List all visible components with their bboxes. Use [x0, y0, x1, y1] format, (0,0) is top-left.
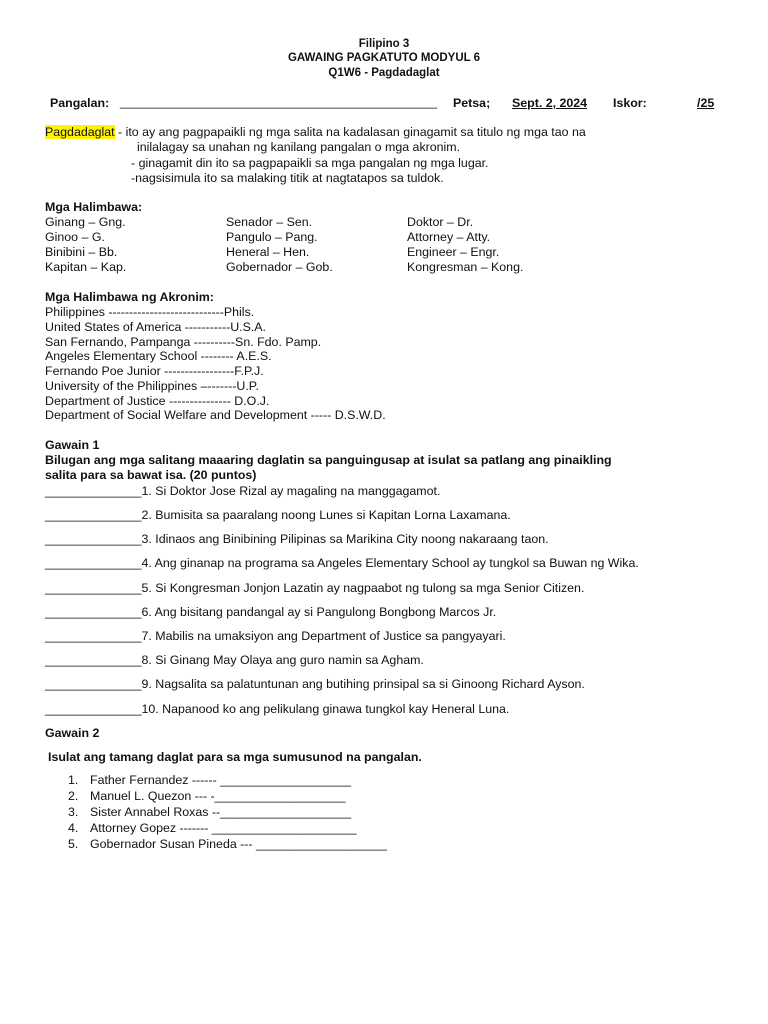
acronym-item: Angeles Elementary School -------- A.E.S. — [45, 349, 272, 363]
definition-line-2: inilalagay sa unahan ng kanilang pangalan o mga akronim. — [137, 140, 461, 154]
gawain1-item: ______________3. Idinaos ang Binibining Pilipinas sa Marikina City noong nakaraang taon. — [45, 532, 549, 546]
gawain1-item: ______________1. Si Doktor Jose Rizal ay magaling na manggagamot. — [45, 484, 441, 498]
example-col1-2: Ginoo – G. — [45, 230, 105, 244]
gawain1-item: ______________2. Bumisita sa paaralang noong Lunes si Kapitan Lorna Laxamana. — [45, 508, 511, 522]
examples-heading: Mga Halimbawa: — [45, 200, 143, 214]
acronym-item: San Fernando, Pampanga ----------Sn. Fdo. Pamp. — [45, 335, 322, 349]
gawain1-item: ______________4. Ang ginanap na programa sa Angeles Elementary School ay tungkol sa Buwan ng Wika. — [45, 556, 639, 570]
acronym-item: Fernando Poe Junior -----------------F.P.J. — [45, 364, 264, 378]
gawain1-item: ______________5. Si Kongresman Jonjon Lazatin ay nagpaabot ng tulong sa mga Senior Citizen. — [45, 581, 585, 595]
date-value: Sept. 2, 2024 — [512, 96, 588, 110]
gawain2-list — [68, 772, 387, 852]
definition-text: - ito ay ang pagpapaikli ng mga salita na kadalasan ginagamit sa titulo ng mga tao na — [114, 125, 586, 139]
name-blank: ______________________________________________ — [120, 95, 437, 109]
definition-term: Pagdadaglat — [45, 125, 115, 139]
example-col2-1: Senador – Sen. — [226, 215, 313, 229]
example-col3-1: Doktor – Dr. — [407, 215, 474, 229]
example-col2-3: Heneral – Hen. — [226, 245, 310, 259]
module-title: GAWAING PAGKATUTO MODYUL 6 — [287, 52, 481, 64]
gawain1-item: ______________10. Napanood ko ang pelikulang ginawa tungkol kay Heneral Luna. — [45, 702, 510, 716]
gawain1-item: ______________9. Nagsalita sa palatuntunan ang butihing prinsipal sa si Ginoong Richard Ayson. — [45, 677, 585, 691]
example-col1-4: Kapitan – Kap. — [45, 260, 127, 274]
example-col1-1: Ginang – Gng. — [45, 215, 126, 229]
acronym-item: Department of Justice --------------- D.O.J. — [45, 394, 270, 408]
gawain2-title: Gawain 2 — [45, 726, 100, 740]
example-col1-3: Binibini – Bb. — [45, 245, 118, 259]
definition-line-4: -nagsisimula ito sa malaking titik at nagtatapos sa tuldok. — [131, 171, 444, 185]
gawain2-item: 1. Father Fernandez ------ ___________________ — [68, 773, 352, 787]
gawain2-instruction: Isulat ang tamang daglat para sa mga sumusunod na pangalan. — [48, 750, 422, 764]
score-label: Iskor: — [613, 96, 647, 110]
gawain1-item: ______________7. Mabilis na umaksiyon ang Department of Justice sa pangyayari. — [45, 629, 506, 643]
gawain1-instruction-1: Bilugan ang mga salitang maaaring daglatin sa panguingusap at isulat sa patlang ang pinaikling — [45, 453, 612, 467]
acronym-item: Philippines ----------------------------Phils. — [45, 305, 255, 319]
date-label: Petsa; — [453, 96, 491, 110]
gawain1-item: ______________6. Ang bisitang pandangal ay si Pangulong Bongbong Marcos Jr. — [45, 605, 497, 619]
gawain1-instruction-2: salita para sa bawat isa. (20 puntos) — [45, 468, 257, 482]
acronyms-heading: Mga Halimbawa ng Akronim: — [45, 290, 214, 304]
gawain1-title: Gawain 1 — [45, 438, 100, 452]
example-col3-4: Kongresman – Kong. — [407, 260, 524, 274]
name-label: Pangalan: — [50, 96, 110, 110]
gawain2-item: 4. Attorney Gopez ------- _____________________ — [68, 821, 357, 835]
example-col3-3: Engineer – Engr. — [407, 245, 500, 259]
gawain2-item: 5. Gobernador Susan Pineda --- ___________________ — [68, 837, 387, 851]
subject-title: Filipino 3 — [358, 38, 410, 50]
example-col3-2: Attorney – Atty. — [407, 230, 491, 244]
example-col2-2: Pangulo – Pang. — [226, 230, 318, 244]
example-col2-4: Gobernador – Gob. — [226, 260, 333, 274]
gawain2-item: 2. Manuel L. Quezon --- -___________________ — [68, 789, 346, 803]
acronym-item: United States of America -----------U.S.A. — [45, 320, 266, 334]
gawain2-item: 3. Sister Annabel Roxas --___________________ — [68, 805, 352, 819]
score-value: /25 — [697, 96, 715, 110]
acronym-item: University of the Philippines –-------U.P. — [45, 379, 259, 393]
module-subtitle: Q1W6 - Pagdadaglat — [328, 67, 440, 79]
definition-line-1 — [45, 125, 586, 139]
gawain1-item: ______________8. Si Ginang May Olaya ang guro namin sa Agham. — [45, 653, 424, 667]
definition-line-3: - ginagamit din ito sa pagpapaikli sa mga pangalan ng mga lugar. — [131, 156, 489, 170]
acronym-item: Department of Social Welfare and Development ----- D.S.W.D. — [45, 408, 386, 422]
